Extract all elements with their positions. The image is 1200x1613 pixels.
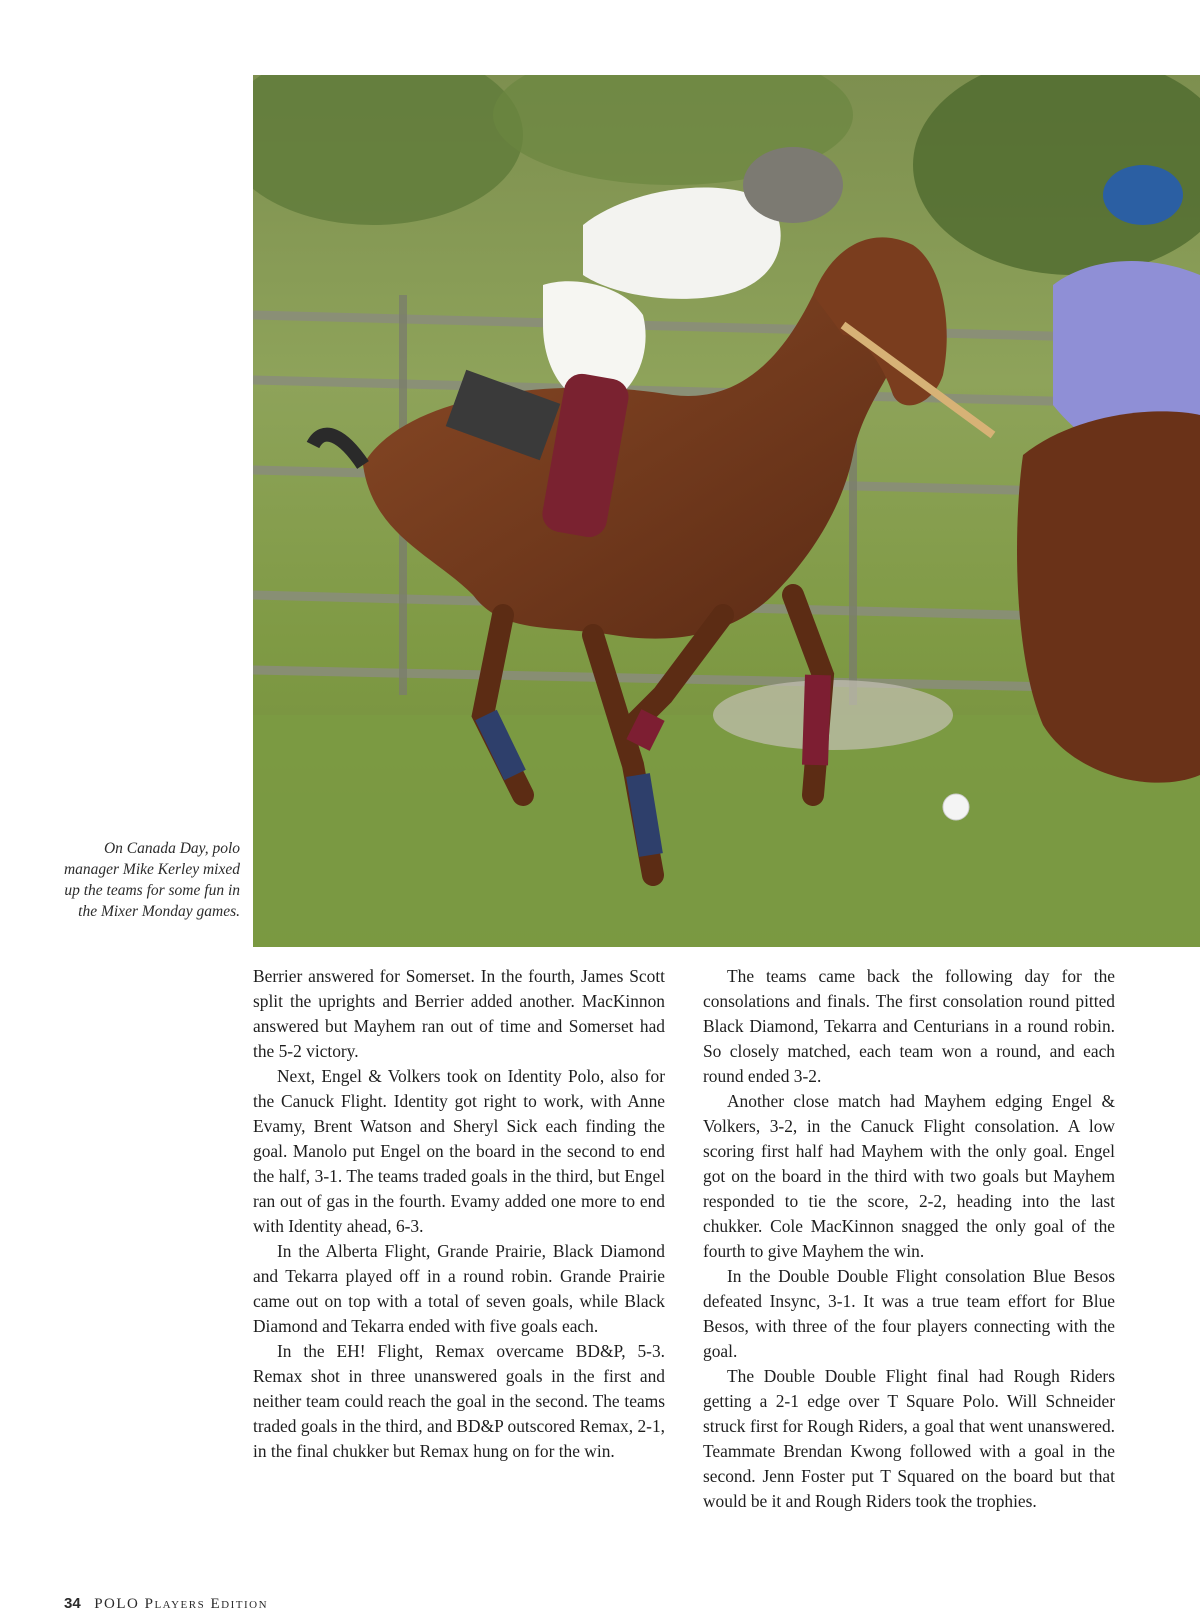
- page-number: 34: [64, 1595, 81, 1612]
- paragraph: The Double Double Flight final had Rough Riders getting a 2-1 edge over T Square Polo. Will Schneider struck first for Rough Riders, a goal that went unanswered. Teammate Brendan Kwong followed with a goal in the second. Jenn Foster put T Squared on the board but that would be it and Rough Riders took the trophies.: [703, 1366, 1115, 1511]
- magazine-name: POLO Players Edition: [94, 1596, 269, 1612]
- paragraph: In the Double Double Flight consolation Blue Besos defeated Insync, 3-1. It was a true team effort for Blue Besos, with three of the four players connecting with the goal.: [703, 1266, 1115, 1361]
- paragraph: Another close match had Mayhem edging Engel & Volkers, 3-2, in the Canuck Flight consolation. A low scoring first half had Mayhem with the only goal. Engel got on the board in the third with two goals but Mayhem responded to tie the score, 2-2, heading into the last chukker. Cole MacKinnon snagged the only goal of the fourth to give Mayhem the win.: [703, 1091, 1115, 1261]
- page-footer: [64, 1596, 268, 1613]
- photo-caption: On Canada Day, polo manager Mike Kerley mixed up the teams for some fun in the Mixer Monday games.: [63, 840, 240, 920]
- paragraph: In the Alberta Flight, Grande Prairie, Black Diamond and Tekarra played off in a round robin. Grande Prairie came out on top with a total of seven goals, while Black Diamond and Tekarra ended with five goals each.: [253, 1241, 665, 1336]
- article-photo: [253, 75, 1200, 947]
- paragraph: Berrier answered for Somerset. In the fourth, James Scott split the uprights and Berrier added another. MacKinnon answered but Mayhem ran out of time and Somerset had the 5-2 victory.: [253, 966, 665, 1061]
- article-column-right: [703, 964, 1115, 1514]
- paragraph: The teams came back the following day for the consolations and finals. The first consolation round pitted Black Diamond, Tekarra and Centurians in a round robin. So closely matched, each team won a round, and each round ended 3-2.: [703, 966, 1115, 1086]
- paragraph: Next, Engel & Volkers took on Identity Polo, also for the Canuck Flight. Identity got right to work, with Anne Evamy, Brent Watson and Sheryl Sick each finding the goal. Manolo put Engel on the board in the second to end the half, 3-1. The teams traded goals in the third, but Engel ran out of gas in the fourth. Evamy added one more to end with Identity ahead, 6-3.: [253, 1066, 665, 1236]
- paragraph: In the EH! Flight, Remax overcame BD&P, 5-3. Remax shot in three unanswered goals in the first and neither team could reach the goal in the second. The teams traded goals in the third, and BD&P outscored Remax, 2-1, in the final chukker but Remax hung on for the win.: [253, 1341, 665, 1461]
- article-column-left: [253, 964, 665, 1464]
